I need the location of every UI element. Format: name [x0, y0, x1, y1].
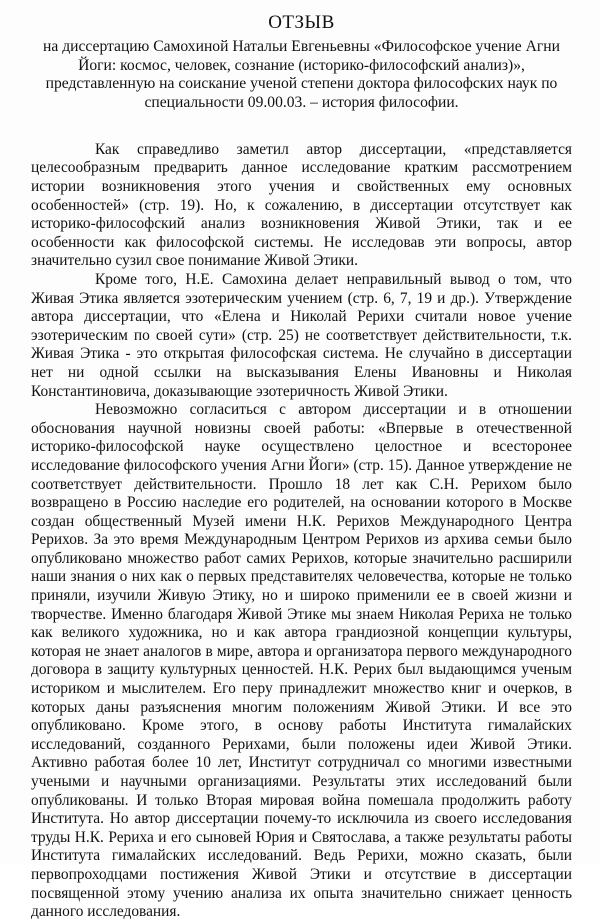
document-title: ОТЗЫВ: [268, 12, 335, 33]
document-subject: [31, 38, 572, 113]
paragraph-scientific-novelty: Невозможно согласиться с автором диссертации и в отношении обоснования научной новизны своей работы: «Впервые в отечественной историко-философской науке осуществлено целостное и всесторонее исследование философского учения Агни Йоги» (стр. 15). Данное утверждение не соответствует действительности. Прошло 18 лет как С.Н. Рерихом было возвращено в Россию наследие его родителей, на основании которого в Москве создан общественный Музей имени Н.К. Рерихов Международного Центра Рерихов. За это время Международным Центром Рерихов из архива семьи было опубликовано множество работ самих Рерихов, которые значительно расширили наши знания о них как о первых представителях человечества, которые не только приняли, изучили Живую Этику, но и широко применили ее в своей жизни и творчестве. Именно благодаря Живой Этике мы знаем Николая Рериха не только как великого художника, но и как автора грандиозной концепции культуры, которая не знает аналогов в мире, автора и организатора первого международного договора в защиту культурных ценностей. Н.К. Рерих был выдающимся ученым историком и мыслителем. Его перу принадлежит множество книг и очерков, в которых даны разъяснения многим положениям Живой Этики. И все это опубликовано. Кроме этого, в основу работы Института гималайских исследований, созданного Рерихами, были положены идеи Живой Этики. Активно работая более 10 лет, Институт сотрудничал со многими известными учеными и научными организациями. Результаты этих исследований были опубликованы. И только Вторая мировая война помешала продолжить работу Института. Но автор диссертации почему-то исключила из своего исследования труды Н.К. Рериха и его сыновей Юрия и Святослава, а также результаты работы Института гималайских исследований. Ведь Рерихи, можно сказать, были первопроходцами постижения Живой Этики и отсутствие в диссертации посвященной этому учению анализа их опыта значительно снижает ценность данного исследования.: [31, 401, 572, 921]
paragraph-esoteric-claim: Кроме того, Н.Е. Самохина делает неправильный вывод о том, что Живая Этика является эзотерическим учением (стр. 6, 7, 19 и др.). Утверждение автора диссертации, что «Елена и Николай Рерихи считали новое учение эзотерическим по своей сути» (стр. 25) не соответствует действительности, т.к. Живая Этика - это открытая философская система. Не случайно в диссертации нет ни одной ссылки на высказывания Елены Ивановны и Николая Константиновича, доказывающие эзотеричность Живой Этики.: [31, 270, 572, 400]
subject-line: на диссертацию Самохиной Натальи Евгеньевны «Философское учение Агни: [43, 38, 560, 55]
review-body: [31, 141, 572, 922]
subject-line: Йоги: космос, человек, сознание (историко-философский анализ)»,: [78, 56, 525, 74]
paragraph-history-analysis: Как справедливо заметил автор диссертации, «представляется целесообразным предварить данное исследование кратким рассмотрением истории возникновения этого учения и свойственных ему основных особенностей» (стр. 19). Но, к сожалению, в диссертации отсутствует как историко-философский анализ возникновения Живой Этики, так и ее особенности как философской системы. Не исследовав эти вопросы, автор значительно сузил свое понимание Живой Этики.: [31, 140, 572, 270]
subject-line: представленную на соискание ученой степени доктора философских наук по: [45, 75, 558, 93]
subject-line: специальности 09.00.03. – история философии.: [144, 94, 459, 112]
